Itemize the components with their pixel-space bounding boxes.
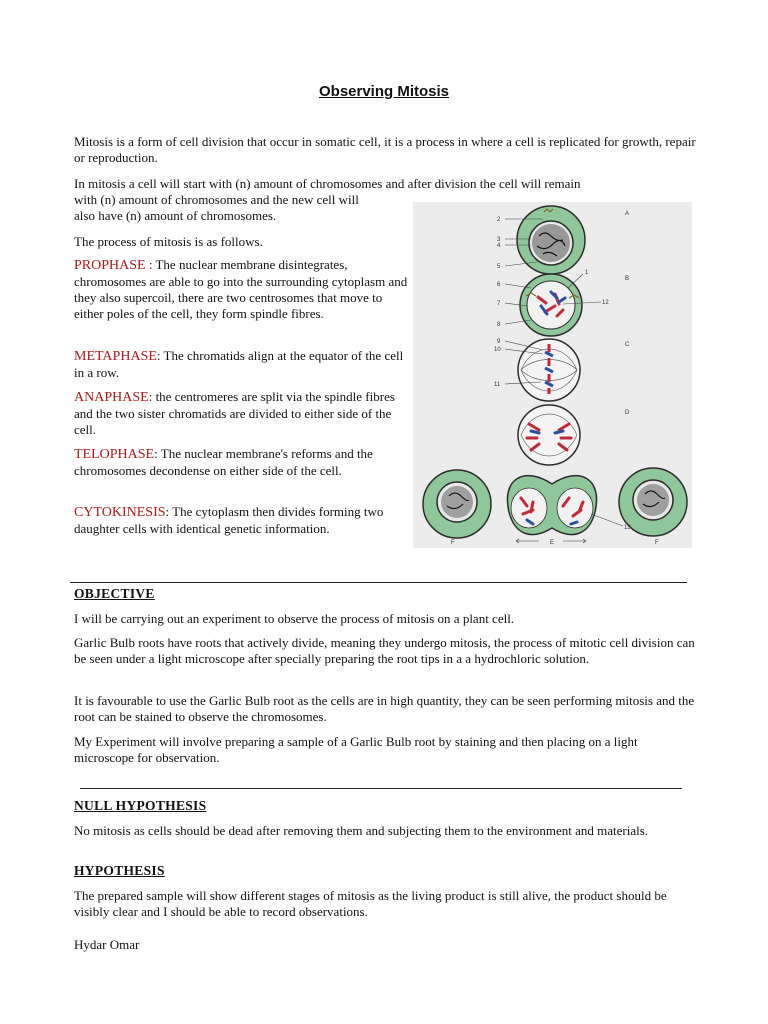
cell-d	[518, 405, 580, 465]
figure-label-a: A	[625, 211, 630, 217]
svg-text:7: 7	[497, 301, 501, 307]
objective-paragraph-4: My Experiment will involve preparing a sample of a Garlic Bulb root by staining and then placing on a light microscope for observation.	[74, 734, 638, 765]
objective-paragraph-2: Garlic Bulb roots have roots that actively divide, meaning they undergo mitosis, the process of mitotic cell division can be seen under a light microscope after specially preparing the root tips in a a hydrochloric solution.	[74, 635, 695, 666]
author-name: Hydar Omar	[74, 937, 140, 952]
cell-f-left	[423, 470, 491, 538]
cell-c	[518, 339, 580, 401]
stage-text-metaphase: The chromatids align at the equator of the cell in a row.	[74, 348, 404, 380]
null-hypothesis-heading: NULL HYPOTHESIS	[74, 798, 207, 813]
stage-telophase: TELOPHASE: The nuclear membrane's reforms and the chromosomes decondense on either side of the cell.	[74, 446, 373, 478]
objective-heading: OBJECTIVE	[74, 586, 155, 601]
stage-anaphase: ANAPHASE: the centromeres are split via the spindle fibres and the two sister chromatids are divided to either side of the cell.	[74, 389, 395, 437]
svg-text:2: 2	[497, 217, 501, 223]
svg-text:13: 13	[624, 525, 631, 531]
svg-text:5: 5	[497, 264, 501, 270]
svg-text:3: 3	[497, 237, 501, 243]
svg-text:10: 10	[494, 347, 501, 353]
stage-metaphase: METAPHASE: The chromatids align at the equator of the cell in a row.	[74, 348, 404, 380]
figure-label-e: E	[550, 540, 555, 546]
svg-text:9: 9	[497, 339, 501, 345]
cell-a	[517, 206, 585, 274]
null-hypothesis-text: No mitosis as cells should be dead after removing them and subjecting them to the environment and materials.	[74, 823, 649, 838]
section-divider	[70, 582, 687, 583]
figure-label-f-right: F	[655, 540, 659, 546]
stage-name-metaphase: METAPHASE	[74, 349, 157, 364]
stage-prophase: PROPHASE : The nuclear membrane disintegrates, chromosomes are able to go into the surrounding cytoplasm and they also supercoil, there are two centrosomes that move to either poles of the cell, they form spindle fibres.	[74, 257, 408, 321]
intro-paragraph-2-line-1: In mitosis a cell will start with (n) amount of chromosomes and after division the cell will remain	[74, 176, 581, 191]
intro-paragraph-1: Mitosis is a form of cell division that occur in somatic cell, it is a process in where a cell is replicated for growth, repair or reproduction.	[74, 134, 696, 165]
svg-text:6: 6	[497, 282, 501, 288]
stage-name-telophase: TELOPHASE	[74, 447, 155, 462]
svg-text:4: 4	[497, 243, 501, 249]
svg-text:1: 1	[585, 270, 589, 276]
intro-paragraph-2-line-3: also have (n) amount of chromosomes.	[74, 208, 277, 223]
section-divider	[80, 788, 682, 789]
objective-paragraph-1: I will be carrying out an experiment to observe the process of mitosis on a plant cell.	[74, 611, 515, 626]
cell-e	[507, 476, 596, 535]
stage-name-cytokinesis: CYTOKINESIS	[74, 505, 166, 520]
stage-text-prophase: The nuclear membrane disintegrates, chromosomes are able to go into the surrounding cytoplasm and they also supercoil, there are two centrosomes that move to either poles of the cell, they form spindle fibres.	[74, 257, 408, 321]
objective-paragraph-3: It is favourable to use the Garlic Bulb root as the cells are in high quantity, they can be seen performing mitosis and the root can be stained to observe the chromosomes.	[74, 693, 695, 724]
mitosis-diagram	[413, 202, 692, 548]
stage-name-prophase: PROPHASE	[74, 258, 146, 273]
stage-name-anaphase: ANAPHASE	[74, 390, 149, 405]
stage-text-telophase: The nuclear membrane's reforms and the chromosomes decondense on either side of the cell.	[74, 446, 373, 478]
stage-text-anaphase: the centromeres are split via the spindle fibres and the two sister chromatids are divided to either side of the cell.	[74, 389, 395, 437]
svg-text:12: 12	[602, 300, 609, 306]
figure-label-c: C	[625, 342, 630, 348]
figure-label-f-left: F	[451, 540, 455, 546]
stage-cytokinesis: CYTOKINESIS: The cytoplasm then divides forming two daughter cells with identical genetic information.	[74, 504, 384, 536]
page-title: Observing Mitosis	[318, 83, 450, 100]
intro-paragraph-2-line-2: with (n) amount of chromosomes and the new cell will	[74, 192, 359, 207]
hypothesis-text: The prepared sample will show different stages of mitosis as the living product is still alive, the product should be visibly clear and I should be able to record observations.	[74, 888, 667, 919]
svg-text:8: 8	[497, 322, 501, 328]
figure-label-b: B	[625, 276, 630, 282]
intro-paragraph-3: The process of mitosis is as follows.	[74, 234, 263, 249]
stage-text-cytokinesis: The cytoplasm then divides forming two daughter cells with identical genetic information.	[74, 504, 384, 536]
svg-text:11: 11	[494, 382, 501, 388]
hypothesis-heading: HYPOTHESIS	[74, 863, 165, 878]
figure-label-d: D	[625, 410, 630, 416]
